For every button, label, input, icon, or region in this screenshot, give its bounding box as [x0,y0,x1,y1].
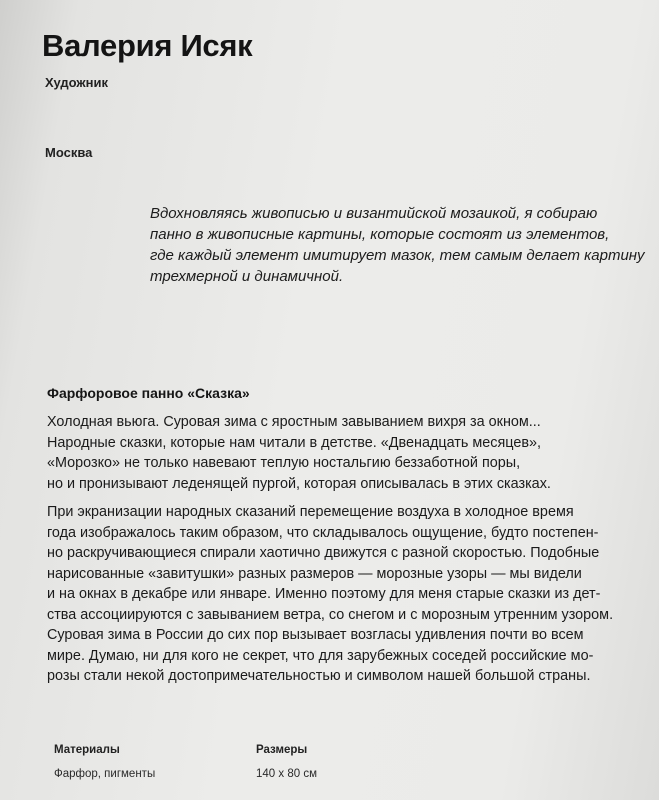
materials-label: Материалы [54,744,120,756]
paragraph-line: розы стали некой достопримечательностью и символом нашей большой страны. [47,668,591,684]
paragraph-line: Народные сказки, которые нам читали в детстве. «Двенадцать месяцев», [47,434,542,451]
artist-city: Москва [45,145,93,160]
paragraph-line: но раскручивающиеся спирали хаотично движутся с разной скоростью. Подобные [47,545,600,561]
paragraph-line: Холодная вьюга. Суровая зима с яростным завыванием вихря за окном... [47,414,541,430]
paragraph-line: и на окнах в декабре или январе. Именно поэтому для меня старые сказки из дет- [47,586,601,602]
paragraph-line: ства ассоциируются с завыванием ветра, со снегом и с морозным утренним узором. [47,606,614,623]
statement-line: Вдохновляясь живописью и византийской мозаикой, я собираю [150,205,598,222]
artist-name: Валерия Исяк [42,28,253,63]
paragraph-line: «Морозко» не только навевают теплую ностальгию беззаботной поры, [47,455,521,471]
artist-role: Художник [45,75,108,90]
description-paragraph [47,412,637,494]
paragraph-line: мире. Думаю, ни для кого не секрет, что для зарубежных соседей российские мо- [47,647,594,664]
paragraph-line: Суровая зима в России до сих пор вызывает возгласы удивления почти во всем [47,627,584,643]
paragraph-line: нарисованные «завитушки» разных размеров — морозные узоры — мы видели [47,565,582,582]
paragraph-line: При экранизации народных сказаний перемещение воздуха в холодное время [47,504,574,520]
paragraph-line: но и пронизывают леденящей пургой, которая описывалась в этих сказках. [47,475,551,492]
statement-line: панно в живописные картины, которые состоят из элементов, [150,226,610,243]
work-title: Фарфоровое панно «Сказка» [47,385,250,401]
size-value: 140 х 80 см [256,768,317,780]
description-paragraph [47,502,637,625]
materials-value: Фарфор, пигменты [54,768,156,780]
paragraph-line: года изображалось таким образом, что складывалось ощущение, будто постепен- [47,524,599,541]
description-paragraph [47,625,637,687]
artist-statement [150,203,645,287]
statement-line: где каждый элемент имитирует мазок, тем самым делает картину [150,247,645,264]
size-label: Размеры [256,744,308,756]
statement-line: трехмерной и динамичной. [150,268,344,285]
